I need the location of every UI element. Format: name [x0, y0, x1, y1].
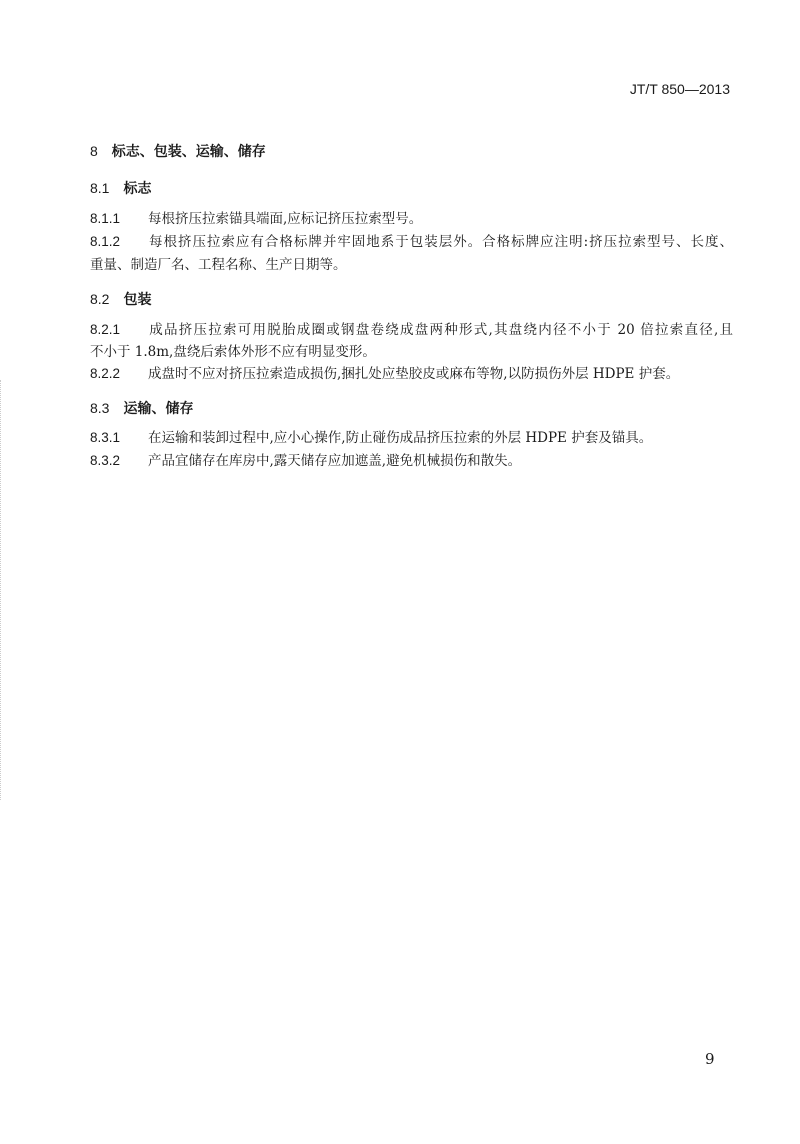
- section-heading-8-3: [90, 398, 193, 418]
- clause-8-1-1: [90, 208, 733, 231]
- clause-8-3-2: [90, 450, 733, 473]
- clause-text: 产品宜储存在库房中,露天储存应加遮盖,避免机械损伤和散失。: [148, 453, 522, 469]
- section-heading-8-2: [90, 289, 151, 309]
- section-number: 8.2: [90, 291, 110, 307]
- section-title: 包装: [123, 292, 152, 308]
- clause-text: 每根挤压拉索应有合格标牌并牢固地系于包装层外。合格标牌应注明:挤压拉索型号、长度、: [148, 234, 733, 250]
- clause-text: 成盘时不应对挤压拉索造成损伤,捆扎处应垫胶皮或麻布等物,以防损伤外层 HDPE 护套。: [148, 366, 680, 382]
- standard-code: JT/T 850—2013: [629, 81, 730, 97]
- clause-text: 成品挤压拉索可用脱胎成圈或钢盘卷绕成盘两种形式,其盘绕内径不小于 20 倍拉索直径,且: [148, 322, 733, 338]
- clause-number: 8.3.1: [90, 430, 121, 445]
- clause-text: 每根挤压拉索锚具端面,应标记挤压拉索型号。: [148, 211, 423, 227]
- clause-number: 8.1.1: [90, 211, 121, 226]
- section-number: 8.1: [90, 180, 110, 196]
- section-heading-8: [90, 141, 266, 161]
- clause-8-3-1: [90, 427, 733, 450]
- section-title: 标志: [123, 181, 152, 197]
- section-title: 运输、储存: [123, 401, 194, 417]
- clause-8-2-1-cont: 不小于 1.8m,盘绕后索体外形不应有明显变形。: [90, 344, 376, 360]
- clause-8-1-2: [90, 231, 733, 254]
- clause-text: 在运输和装卸过程中,应小心操作,防止碰伤成品挤压拉索的外层 HDPE 护套及锚具。: [148, 430, 653, 446]
- clause-number: 8.2.1: [90, 322, 121, 337]
- scan-edge-marks: [0, 380, 2, 800]
- page-number: 9: [705, 1050, 715, 1068]
- section-title: 标志、包装、运输、储存: [111, 144, 266, 160]
- clause-number: 8.1.2: [90, 234, 121, 249]
- section-heading-8-1: [90, 178, 151, 198]
- section-number: 8: [90, 143, 98, 159]
- section-number: 8.3: [90, 400, 110, 416]
- clause-number: 8.3.2: [90, 453, 121, 468]
- clause-number: 8.2.2: [90, 366, 121, 381]
- clause-8-2-2: [90, 363, 733, 386]
- clause-8-1-2-cont: 重量、制造厂名、工程名称、生产日期等。: [90, 257, 347, 273]
- clause-8-2-1: [90, 319, 733, 342]
